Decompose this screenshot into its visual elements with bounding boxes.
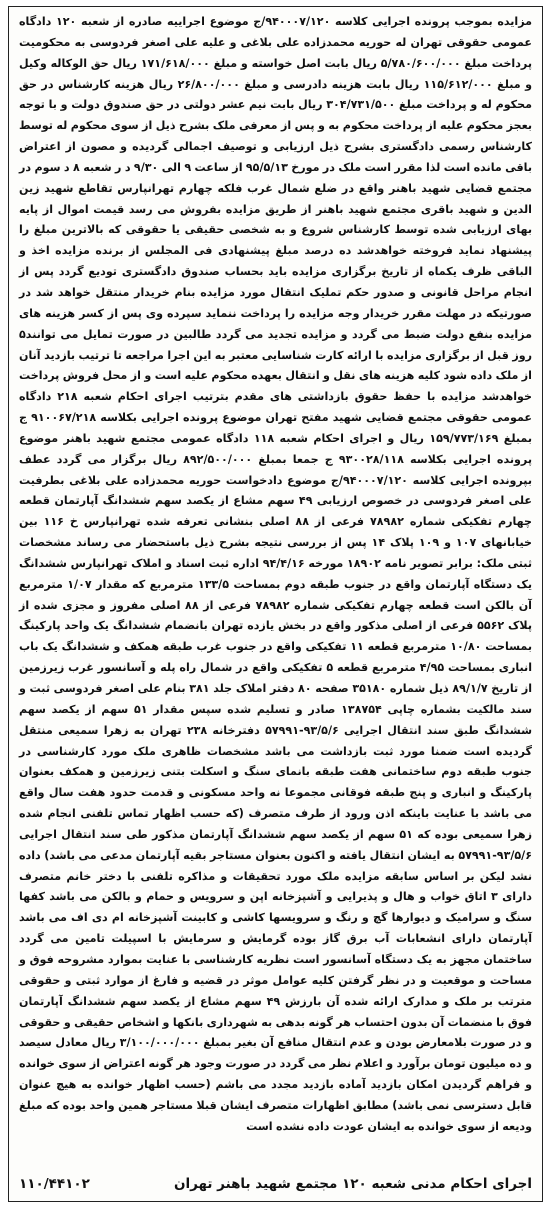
reference-code: ۱۱۰/۴۴۱۰۲ (19, 1176, 90, 1192)
auction-notice (8, 6, 543, 1202)
notice-footer (19, 1172, 532, 1196)
issuer-line: اجرای احکام مدنی شعبه ۱۲۰ مجتمع شهید باهنر تهران (173, 1176, 532, 1192)
notice-body-text: مزایده بموجب پرونده اجرایی کلاسه ۹۴۰۰۰۷/۱۲۰/ج موضوع اجراییه صادره از شعبه ۱۲۰ دادگاه عمومی حقوقی تهران له حوریه محمدزاده علی بلاغی و علیه علی اصغر فردوسی به محکومیت پرداخت مبلغ ۵/۷۸۰/۶۰۰/۰۰۰ ریال بابت اصل خواسته و مبلغ ۱۷۱/۶۱۸/۰۰۰ ریال حق الوکاله وکیل و مبلغ ۱۱۵/۶۱۲/۰۰۰ ریال بابت هزینه دادرسی و مبلغ ۲۶/۸۰۰/۰۰۰ ریال هزینه کارشناس در حق محکوم له و پرداخت مبلغ ۳۰۴/۷۳۱/۵۰۰ ریال بابت نیم عشر دولتی در حق صندوق دولت و با توجه بعجز محکوم علیه از پرداخت محکوم به و پس از معرفی ملک بشرح ذیل از سوی محکوم له توسط کارشناس رسمی دادگستری بشرح ذیل ارزیابی و توصیف اجمالی گردیده و مصون از اعتراض باقی مانده است لذا مقرر است ملک در مورخ ۹۵/۵/۱۳ از ساعت ۹ الی ۹/۳۰ د ر شعبه ۸ د سوم در مجتمع قضایی شهید باهنر واقع در ضلع شمال غرب فلکه چهارم تهرانپارس تقاطع شهید زین الدین و شهید باقری مجتمع شهید باهنر از طریق مزایده بفروش می رسد قیمت اموال از پایه بهای ارزیابی شده توسط کارشناس شروع و به شخصی حقیقی یا حقوقی که بالاترین مبلغ را پیشنهاد نماید فروخته خواهدشد ده درصد مبلغ پیشنهادی فی المجلس از برنده مزایده اخذ و الباقی ظرف یکماه از تاریخ برگزاری مزایده باید بحساب صندوق دادگستری تودیع گردد پس از انجام مراحل قانونی و صدور حکم تملیک انتقال مورد مزایده بنام خریدار منتقل خواهد شد در صورتیکه در مهلت مقرر خریدار وجه مزایده را پرداخت ننماید سپرده وی پس از کسر هزینه های مزایده بنفع دولت ضبط می گردد و مزایده تجدید می گردد طالبین در صورت تمایل می توانند۵ روز قبل از برگزاری مزایده با ارائه کارت شناسایی معتبر به این اجرا مراجعه تا ترتیب بازدید آنان از ملک داده شود کلیه هزینه های نقل و انتقال بعهده محکوم علیه است و از محل فروش پرداخت خواهدشد مزایده با حفظ حقوق بازداشتی های مقدم بترتیب اجرای احکام شعبه ۲۱۸ دادگاه عمومی حقوقی مجتمع قضایی شهید مفتح تهران موضوع پرونده اجرایی بکلاسه ۹۱۰۰۶۷/۲۱۸ ج بمبلغ ۱۵۹/۷۷۳/۱۶۹ ریال و اجرای احکام شعبه ۱۱۸ دادگاه عمومی مجتمع شهید باهنر موضوع پرونده اجرایی بکلاسه ۹۳۰۰۲۸/۱۱۸ ج جمعا بمبلغ ۸۹۲/۵۰۰/۰۰۰ ریال برگزار می گردد عطف بپرونده اجرایی کلاسه ۹۴۰۰۰۷/۱۲۰/ج موضوع دادخواست حوریه محمدزاده علی بلاغی بطرفیت علی اصغر فردوسی در خصوص ارزیابی ۴۹ سهم مشاع از یکصد سهم ششدانگ آپارتمان قطعه چهارم تفکیکی شماره ۷۸۹۸۲ فرعی از ۸۸ اصلی بنشانی تعرفه شده تهرانپارس خ ۱۱۶ بین خیابانهای ۱۰۷ و ۱۰۹ پلاک ۱۴ پس از بررسی نتیجه بشرح ذیل باستحضار می رساند مشخصات ثبتی ملک: برابر تصویر نامه ۱۸۹۰۲ مورخه ۹۴/۴/۱۶ اداره ثبت اسناد و املاک تهرانپارس ششدانگ یک دستگاه آپارتمان واقع در جنوب طبقه دوم بمساحت ۱۳۳/۵ مترمربع که مقدار ۱/۰۷ مترمربع آن بالکن است قطعه چهارم تفکیکی شماره ۷۸۹۸۲ فرعی از ۸۸ اصلی مفروز و مجزی شده از پلاک ۵۵۶۲ فرعی از اصلی مذکور واقع در بخش یازده تهران بانضمام ششدانگ یک واحد پارکینگ بمساحت ۱۰/۸۰ مترمربع قطعه ۱۱ تفکیکی واقع در جنوب غرب طبقه همکف و ششدانگ یک باب انباری بمساحت ۴/۹۵ مترمربع قطعه ۵ تفکیکی واقع در شمال راه پله و آسانسور غرب زیرزمین از تاریخ ۸۹/۱/۷ ذیل شماره ۳۵۱۸۰ صفحه ۸۰ دفتر املاک جلد ۳۸۱ بنام علی اصغر فردوسی ثبت و سند مالکیت بشماره چاپی ۱۳۸۷۵۴ صادر و تسلیم شده سپس مقدار ۵۱ سهم از یکصد سهم ششدانگ طبق سند انتقال اجرایی ۹۳/۵/۶-۵۷۹۹۱ دفترخانه ۲۳۸ تهران به زهرا سمیعی منتقل گردیده است ضمنا مورد ثبت بازداشت می باشد مشخصات ظاهری ملک مورد کارشناسی در جنوب طبقه دوم ساختمانی هفت طبقه بانمای سنگ و اسکلت بتنی زیرزمین و همکف بعنوان پارکینگ و انباری و پنج طبقه فوقانی مجموعا نه واحد مسکونی و قدمت حدود هفت سال واقع می باشد با عنایت باینکه اذن ورود از طرف متصرف (که حسب اظهار تماس تلفنی انجام شده زهرا سمیعی بوده که ۵۱ سهم از یکصد سهم ششدانگ آپارتمان مذکور طی سند انتقال اجرایی ۹۳/۵/۶-۵۷۹۹۱ به ایشان انتقال یافته و اکنون بعنوان مستاجر بقیه آپارتمان مدعی می باشد) داده نشد لیکن بر اساس سابقه مزایده ملک مورد تحقیقات و مذاکره تلفنی با دختر خانم متصرف دارای ۳ اتاق خواب و هال و پذیرایی و آشپزخانه اپن و سرویس و حمام و بالکن می باشد کفها سنگ و سرامیک و دیوارها گچ و رنگ و سرویسها کاشی و کابینت آشپزخانه ام دی اف می باشد آپارتمان دارای انشعابات آب برق گاز بوده گرمایش و سرمایش با اسپیلت تامین می گردد ساختمان مجهز به یک دستگاه آسانسور است نظریه کارشناسی با عنایت بموارد مشروحه فوق و مساحت و موقعیت و در نظر گرفتن کلیه عوامل موثر در قضیه و فارغ از موارد ثبتی و حقوقی مترتب بر ملک و مدارک ارائه شده آن بارزش ۴۹ سهم مشاع از یکصد سهم ششدانگ آپارتمان فوق با منضمات آن بدون احتساب هر گونه بدهی به شهرداری بانکها و اشخاص حقیقی و حقوقی و در صورت بلامعارض بودن و عدم انتقال منافع آن بغیر بمبلغ ۳/۱۰۰/۰۰۰/۰۰۰ ریال معادل سیصد و ده میلیون تومان برآورد و اعلام نظر می گردد در صورت وجود هر گونه اعتراض از سوی خوانده و فراهم گردیدن امکان بازدید آماده بازدید مجدد می باشم (حسب اظهار خوانده به هیچ عنوان قابل دسترسی نمی باشد) مطابق اظهارات متصرف ایشان قبلا مستاجر همین واحد بوده که مبلغ ودیعه از سوی خوانده به ایشان عودت داده نشده است (19, 15, 533, 1133)
